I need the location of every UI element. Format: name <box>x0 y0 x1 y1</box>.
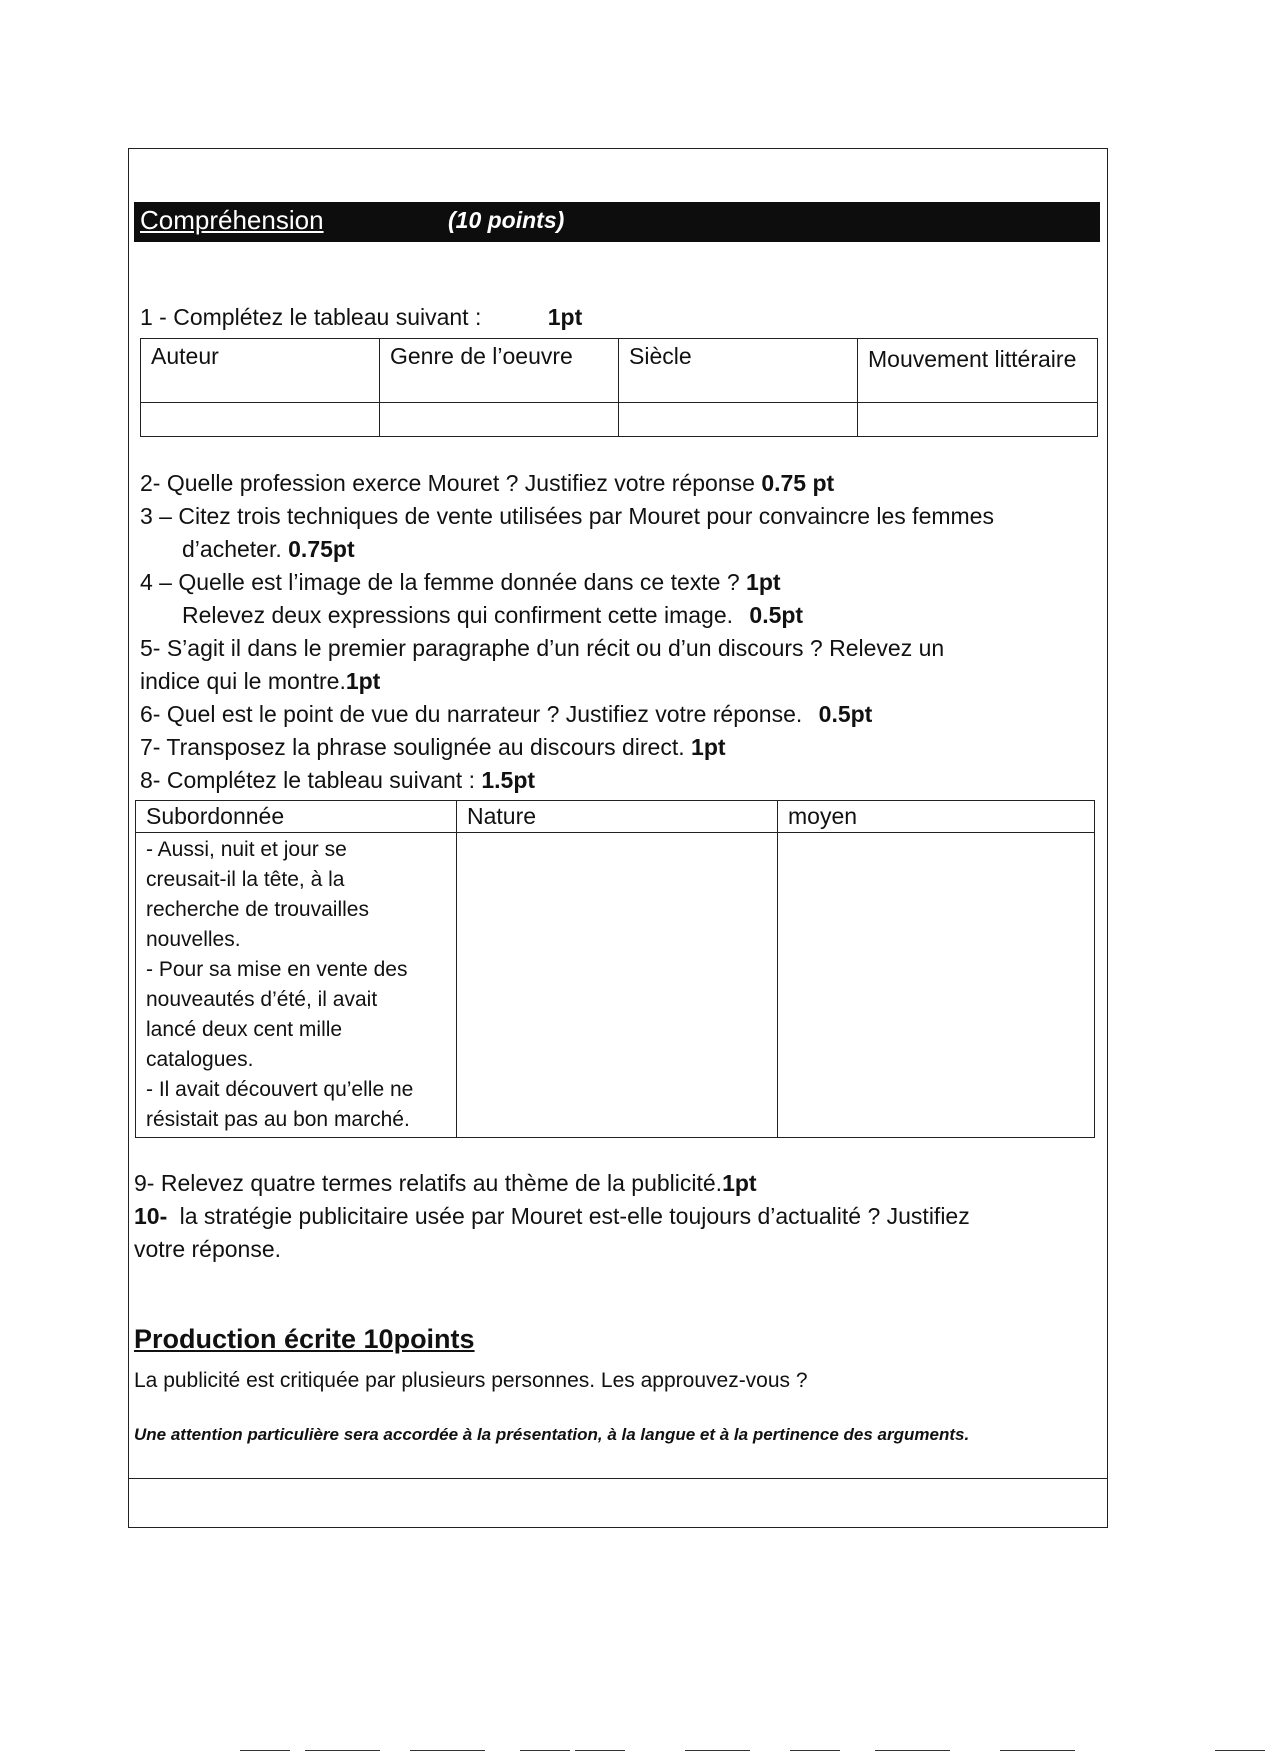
footer-dash <box>240 1750 290 1751</box>
question-8 <box>140 765 535 795</box>
production-prompt: La publicité est critiquée par plusieurs personnes. Les approuvez-vous ? <box>134 1369 808 1392</box>
question-9-points: 1pt <box>722 1170 757 1196</box>
subordinate-table-body-row <box>136 833 1095 1138</box>
author-table-answer-row <box>141 403 1098 437</box>
question-9 <box>134 1168 757 1198</box>
subordinate-line: nouveautés d’été, il avait <box>146 988 378 1011</box>
author-table <box>140 338 1098 437</box>
footer-dash <box>685 1750 750 1751</box>
question-4-text2: Relevez deux expressions qui confirment cette image. <box>182 602 734 628</box>
question-2 <box>140 468 834 498</box>
footer-dash <box>410 1750 485 1751</box>
subordinate-table-header-row <box>136 801 1095 833</box>
header-subordonnee: Subordonnée <box>136 801 457 833</box>
footer-dash <box>305 1750 380 1751</box>
question-4-cont <box>182 600 803 630</box>
question-10-label: 10- <box>134 1203 168 1229</box>
subordinate-line: lancé deux cent mille <box>146 1018 343 1041</box>
question-5-text2: indice qui le montre. <box>140 668 346 694</box>
answer-cell-mouvement[interactable] <box>858 403 1098 437</box>
subordinate-line: catalogues. <box>146 1048 254 1071</box>
answer-cell-genre[interactable] <box>380 403 619 437</box>
header-siecle: Siècle <box>619 339 858 403</box>
author-table-header-row <box>141 339 1098 403</box>
question-10-text2: votre réponse. <box>134 1236 282 1262</box>
footer-dash <box>875 1750 950 1751</box>
answer-cell-siecle[interactable] <box>619 403 858 437</box>
question-4-points2: 0.5pt <box>749 602 804 628</box>
question-10-text: la stratégie publicitaire usée par Mouret est-elle toujours d’actualité ? Justifiez <box>179 1203 970 1229</box>
question-9-text: 9- Relevez quatre termes relatifs au thème de la publicité. <box>134 1170 723 1196</box>
question-6 <box>140 699 872 729</box>
question-8-points: 1.5pt <box>481 767 536 793</box>
question-8-text: 8- Complétez le tableau suivant : <box>140 767 475 793</box>
subordinate-line: résistait pas au bon marché. <box>146 1108 410 1131</box>
question-7 <box>140 732 726 762</box>
question-3 <box>140 501 994 531</box>
section-header-bar <box>134 202 1100 242</box>
section-points: (10 points) <box>448 207 565 233</box>
production-note: Une attention particulière sera accordée à la présentation, à la langue et à la pertinence des arguments. <box>134 1425 970 1444</box>
question-10-cont <box>134 1234 281 1264</box>
moyen-answer-cell[interactable] <box>778 833 1095 1138</box>
subordinate-line: nouvelles. <box>146 928 241 951</box>
subordinate-table <box>135 800 1095 1138</box>
header-auteur: Auteur <box>141 339 380 403</box>
header-nature: Nature <box>457 801 778 833</box>
footer-dash <box>1000 1750 1075 1751</box>
subordinate-line: - Pour sa mise en vente des <box>146 958 408 981</box>
question-5-text: 5- S’agit il dans le premier paragraphe d’un récit ou d’un discours ? Relevez un <box>140 635 945 661</box>
subordinate-sentences-cell <box>136 833 457 1138</box>
subordinate-line: - Aussi, nuit et jour se <box>146 838 347 861</box>
question-3-text2: d’acheter. <box>182 536 282 562</box>
question-3-points: 0.75pt <box>288 536 355 562</box>
frame-divider <box>128 1478 1108 1479</box>
header-genre: Genre de l’oeuvre <box>380 339 619 403</box>
nature-answer-cell[interactable] <box>457 833 778 1138</box>
subordinate-line: recherche de trouvailles <box>146 898 369 921</box>
question-7-points: 1pt <box>691 734 726 760</box>
question-5 <box>140 633 944 663</box>
production-title: Production écrite 10points <box>134 1324 475 1354</box>
question-4-text: 4 – Quelle est l’image de la femme donnée dans ce texte ? <box>140 569 740 595</box>
question-4 <box>140 567 781 597</box>
question-1-points: 1pt <box>547 304 583 330</box>
answer-cell-auteur[interactable] <box>141 403 380 437</box>
question-5-cont <box>140 666 380 696</box>
question-4-points: 1pt <box>746 569 781 595</box>
question-3-cont <box>182 534 355 564</box>
question-2-points: 0.75 pt <box>761 470 835 496</box>
footer-dash <box>1215 1750 1265 1751</box>
subordinate-line: creusait-il la tête, à la <box>146 868 345 891</box>
question-10 <box>134 1201 970 1231</box>
footer-dash <box>520 1750 570 1751</box>
footer-dash <box>790 1750 840 1751</box>
question-2-text: 2- Quelle profession exerce Mouret ? Justifiez votre réponse <box>140 470 755 496</box>
header-moyen: moyen <box>778 801 1095 833</box>
question-1-text: 1 - Complétez le tableau suivant : <box>140 304 482 330</box>
header-mouvement: Mouvement littéraire <box>858 339 1098 403</box>
question-1 <box>140 302 582 332</box>
question-3-text: 3 – Citez trois techniques de vente utilisées par Mouret pour convaincre les femmes <box>140 503 994 529</box>
question-6-points: 0.5pt <box>818 701 873 727</box>
question-5-points: 1pt <box>345 668 381 694</box>
section-title: Compréhension <box>140 205 324 235</box>
footer-dash <box>575 1750 625 1751</box>
subordinate-line: - Il avait découvert qu’elle ne <box>146 1078 414 1101</box>
question-6-text: 6- Quel est le point de vue du narrateur ? Justifiez votre réponse. <box>140 701 803 727</box>
question-7-text: 7- Transposez la phrase soulignée au discours direct. <box>140 734 685 760</box>
